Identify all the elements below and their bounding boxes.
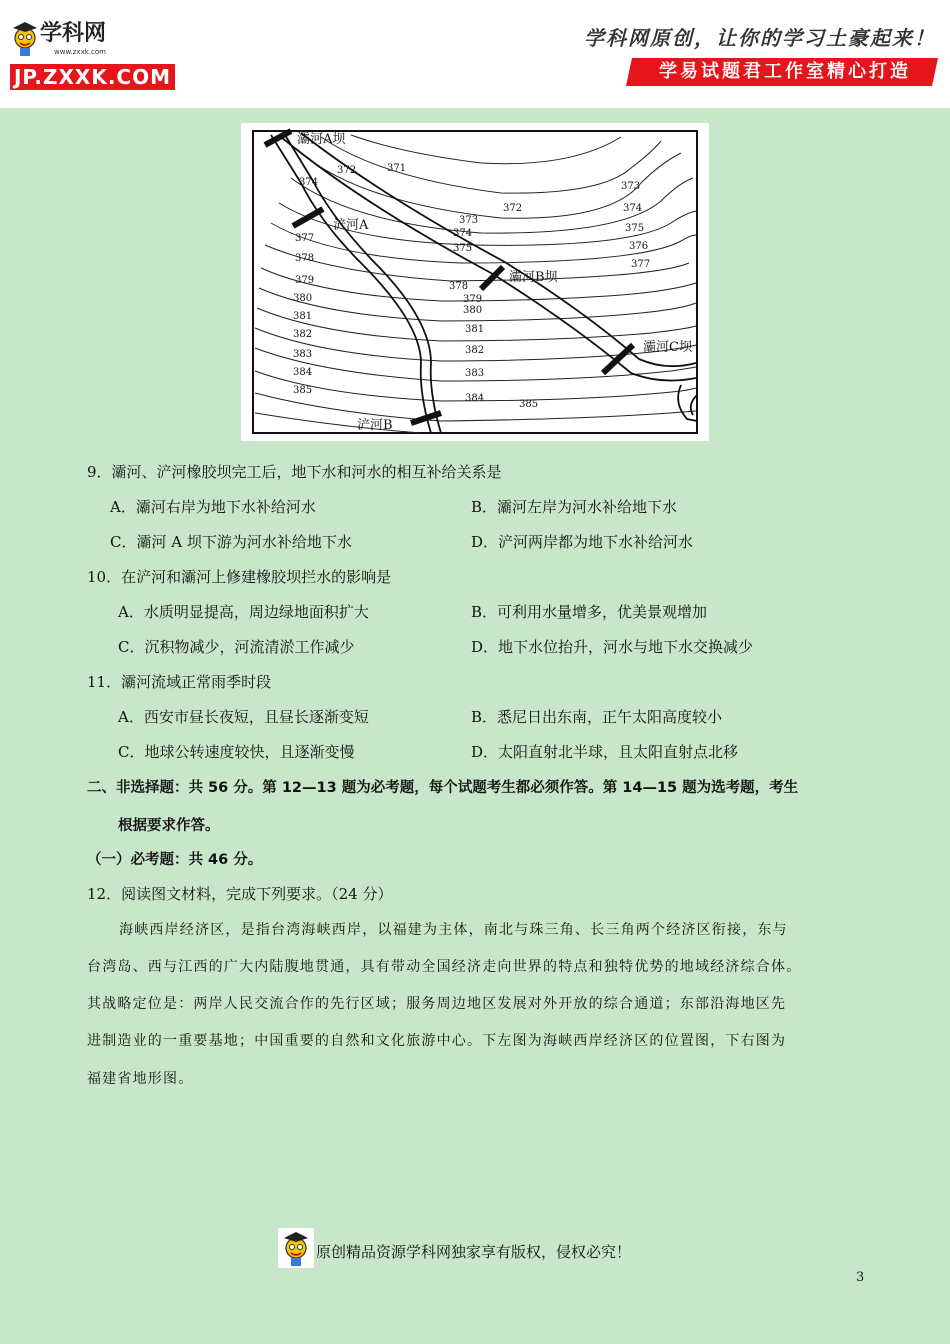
footer-copyright: 原创精品资源学科网独家享有版权，侵权必究！: [316, 1243, 632, 1261]
contour-label-384b: 384: [465, 393, 485, 404]
q11-option-d: D．太阳直射北半球，且太阳直射点北移: [471, 743, 739, 761]
contour-label-373b: 373: [621, 181, 641, 192]
contour-label-379b: 379: [463, 294, 483, 305]
contour-label-373: 373: [459, 215, 479, 226]
contour-label-384: 384: [293, 367, 313, 378]
q9-option-d: D．浐河两岸都为地下水补给河水: [471, 533, 694, 551]
contour-label-382: 382: [293, 329, 313, 340]
mascot-icon: [10, 20, 40, 60]
label-bahe-c: 灞河C坝: [643, 340, 692, 355]
q10-option-a: A．水质明显提高，周边绿地面积扩大: [118, 603, 369, 621]
contour-label-372: 372: [337, 165, 357, 176]
label-chanhe-b: 浐河B: [357, 418, 393, 433]
section2-heading: 二、非选择题：共 56 分。第 12—13 题为必考题，每个试题考生都必须作答。第 14—15 题为选考题，考生: [87, 780, 799, 796]
page-number: 3: [856, 1270, 865, 1285]
q11-stem: 11．灞河流域正常雨季时段: [87, 673, 272, 691]
section2-heading-cont: 根据要求作答。: [118, 818, 220, 834]
q10-option-c: C．沉积物减少，河流清淤工作减少: [118, 638, 355, 656]
contour-label-377b: 377: [295, 233, 315, 244]
contour-label-385: 385: [293, 385, 313, 396]
contour-label-381: 381: [293, 311, 313, 322]
contour-label-371: 371: [387, 163, 407, 174]
header-slogan: 学科网原创，让你的学习土豪起来！: [584, 26, 936, 50]
contour-label-378: 378: [295, 253, 315, 264]
q12-paragraph-line3: 其战略定位是：两岸人民交流合作的先行区域；服务周边地区发展对外开放的综合通道；东部沿海地区先: [87, 996, 787, 1012]
label-bahe-b: 灞河B坝: [509, 270, 558, 285]
contour-label-380: 380: [293, 293, 313, 304]
q11-option-b: B．悉尼日出东南，正午太阳高度较小: [471, 708, 723, 726]
contour-label-381b: 381: [465, 324, 485, 335]
q9-option-a: A．灞河右岸为地下水补给河水: [110, 498, 316, 516]
contour-label-378b: 378: [449, 281, 469, 292]
q9-stem: 9．灞河、浐河橡胶坝完工后，地下水和河水的相互补给关系是: [87, 463, 502, 481]
contour-label-374: 374: [299, 177, 319, 188]
contour-label-383b: 383: [465, 368, 485, 379]
contour-label-379: 379: [295, 275, 315, 286]
contour-label-380b: 380: [463, 305, 483, 316]
contour-label-376: 376: [629, 241, 649, 252]
footer-mascot: [278, 1228, 314, 1268]
q11-option-c: C．地球公转速度较快，且逐渐变慢: [118, 743, 355, 761]
q12-paragraph-line5: 福建省地形图。: [87, 1071, 194, 1087]
contour-map-figure: [241, 123, 709, 441]
contour-map: [241, 123, 709, 441]
contour-label-374c: 374: [623, 203, 643, 214]
q9-option-c: C．灞河 A 坝下游为河水补给地下水: [110, 533, 352, 551]
contour-label-375: 375: [453, 243, 473, 254]
q10-option-d: D．地下水位抬升，河水与地下水交换减少: [471, 638, 754, 656]
page-header: [0, 0, 950, 108]
q11-option-a: A．西安市昼长夜短，且昼长逐渐变短: [118, 708, 369, 726]
q12-paragraph-line1: 海峡西岸经济区，是指台湾海峡西岸，以福建为主体，南北与珠三角、长三角两个经济区衔接，东与: [119, 922, 788, 938]
label-chanhe-a: 浐河A: [333, 218, 369, 233]
contour-label-374b: 374: [453, 228, 473, 239]
logo-url: JP.ZXXK.COM: [10, 64, 175, 90]
q9-option-b: B．灞河左岸为河水补给地下水: [471, 498, 678, 516]
contour-label-377: 377: [631, 259, 651, 270]
section2-required-heading: （一）必考题：共 46 分。: [87, 852, 263, 868]
contour-label-383: 383: [293, 349, 313, 360]
q12-stem: 12．阅读图文材料，完成下列要求。（24 分）: [87, 885, 393, 903]
q10-option-b: B．可利用水量增多，优美景观增加: [471, 603, 708, 621]
label-bahe-a: 灞河A坝: [297, 132, 346, 147]
contour-label-382b: 382: [465, 345, 485, 356]
contour-label-372b: 372: [503, 203, 523, 214]
q10-stem: 10．在浐河和灞河上修建橡胶坝拦水的影响是: [87, 568, 392, 586]
q12-paragraph-line4: 进制造业的一重要基地；中国重要的自然和文化旅游中心。下左图为海峡西岸经济区的位置图，下右图为: [87, 1033, 787, 1049]
studio-text: 学易试题君工作室精心打造: [659, 61, 911, 82]
contour-label-385b: 385: [519, 399, 539, 410]
contour-label-375b: 375: [625, 223, 645, 234]
mascot-icon: [278, 1228, 314, 1268]
logo-small-url: www.zxxk.com: [54, 48, 106, 56]
q12-paragraph-line2: 台湾岛、西与江西的广大内陆腹地贯通，具有带动全国经济走向世界的特点和独特优势的地域经济综合体。: [87, 959, 802, 975]
zxxk-logo[interactable]: [10, 14, 180, 94]
logo-text: 学科网: [40, 21, 107, 46]
